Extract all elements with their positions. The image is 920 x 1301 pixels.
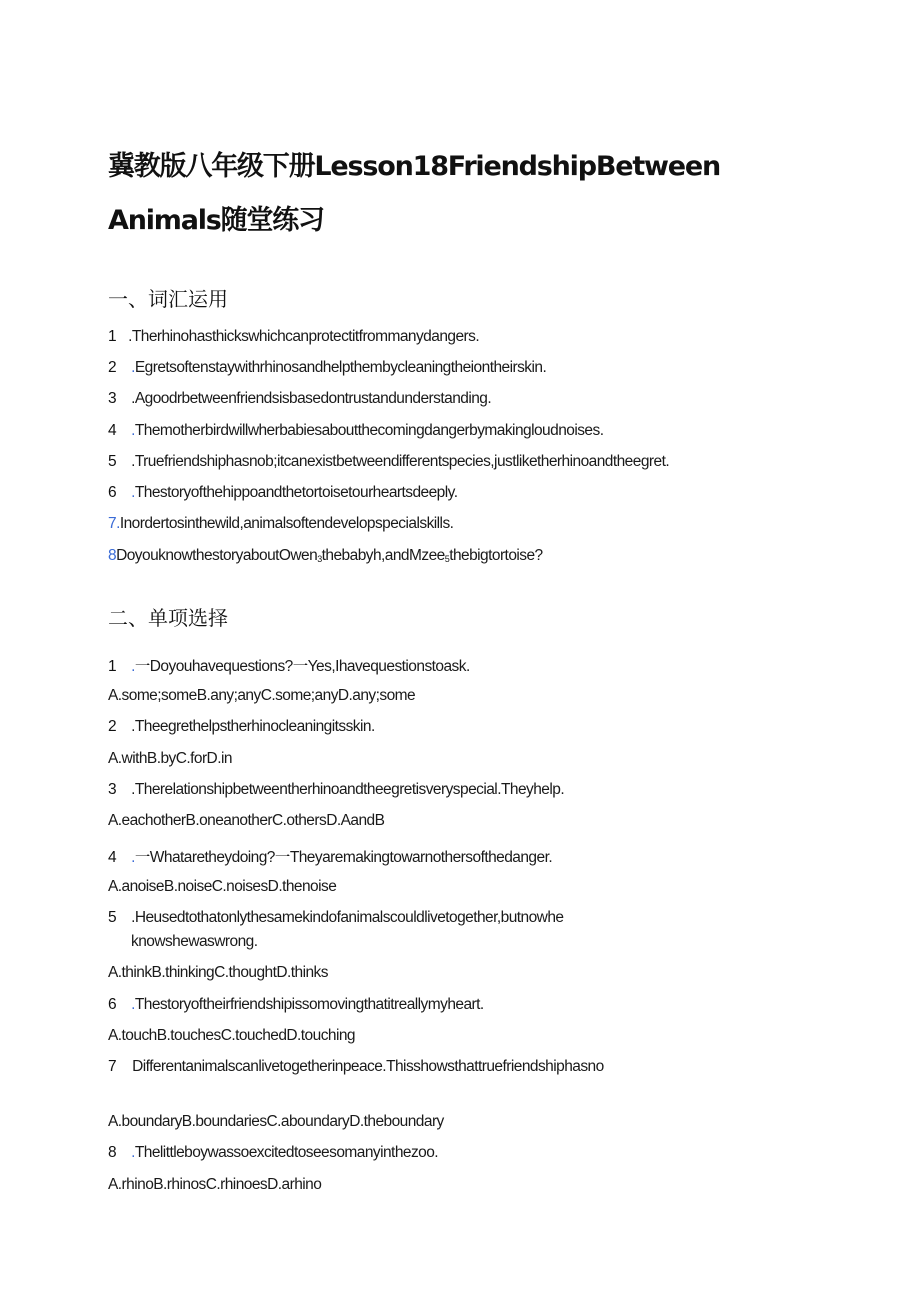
item-sep: . — [128, 328, 132, 345]
vocab-item — [108, 328, 808, 346]
document-title — [108, 140, 828, 248]
question-item — [108, 996, 808, 1014]
question-number: 2 — [108, 718, 117, 735]
question-text: Differentanimalscanlivetogetherinpeace.Thisshowsthattruefriendshiphasno — [132, 1058, 604, 1075]
question-options: A.withB.byC.forD.in — [108, 750, 232, 767]
item-text: Themotherbirdwillwherbabiesaboutthecomingdangerbymakingloudnoises. — [134, 422, 604, 439]
item-sub-a: 3 — [317, 554, 322, 564]
question-number: 5 — [108, 909, 117, 926]
item-text: Inordertosinthewild,animalsoftendevelopspecialskills. — [119, 515, 454, 532]
vocab-item — [108, 515, 808, 533]
question-text: Thestoryoftheirfriendshipissomovingthatitreallymyheart. — [134, 996, 484, 1013]
question-text-continued: knowshewaswrong. — [131, 933, 258, 950]
item-text: Egretsoftenstaywithrhinosandhelpthembycleaningtheiontheirskin. — [134, 359, 547, 376]
title-line-2: Animals随堂练习 — [108, 205, 324, 236]
item-number: 8 — [108, 547, 117, 564]
item-number: 4 — [108, 422, 117, 439]
title-line-1: 冀教版八年级下册Lesson18FriendshipBetween — [108, 151, 721, 182]
item-sep: . — [131, 422, 135, 439]
question-options: A.touchB.touchesC.touchedD.touching — [108, 1027, 356, 1044]
item-number: 1 — [108, 328, 117, 345]
item-text: Agoodrbetweenfriendsisbasedontrustandunderstanding. — [134, 390, 492, 407]
question-text: Thelittleboywassoexcitedtoseesomanyinthezoo. — [134, 1144, 439, 1161]
item-text: Thestoryofthehippoandthetortoisetourheartsdeeply. — [134, 484, 458, 501]
section-heading-vocabulary: 一、词汇运用 — [108, 287, 228, 311]
question-item — [108, 909, 808, 927]
vocab-item — [108, 390, 808, 408]
item-number: 7. — [108, 515, 120, 532]
vocab-item — [108, 453, 808, 471]
vocab-item — [108, 422, 808, 440]
question-text: 一Doyouhavequestions?一Yes,Ihavequestionstoask. — [134, 658, 470, 675]
question-number: 1 — [108, 658, 117, 675]
item-number: 6 — [108, 484, 117, 501]
question-sep: . — [131, 1144, 135, 1161]
question-sep: . — [131, 781, 135, 798]
item-sep: . — [131, 390, 135, 407]
vocab-item — [108, 484, 808, 502]
item-sep: . — [131, 359, 135, 376]
question-item — [108, 1144, 808, 1162]
question-item — [108, 654, 808, 676]
question-number: 8 — [108, 1144, 117, 1161]
question-text: Therelationshipbetweentherhinoandtheegretisveryspecial.Theyhelp. — [134, 781, 565, 798]
question-options: A.boundaryB.boundariesC.aboundaryD.theboundary — [108, 1113, 444, 1130]
item-text: Therhinohasthickswhichcanprotectitfrommanydangers. — [131, 328, 480, 345]
question-sep: . — [131, 909, 135, 926]
question-text: 一Whataretheydoing?一Theyaremakingtowarnothersofthedanger. — [134, 849, 553, 866]
vocab-item — [108, 547, 808, 565]
section-heading-multiple-choice: 二、单项选择 — [108, 606, 228, 630]
item-sep: . — [131, 453, 135, 470]
question-number: 4 — [108, 849, 117, 866]
question-options: A.thinkB.thinkingC.thoughtD.thinks — [108, 964, 328, 981]
question-item — [108, 845, 808, 867]
question-number: 7 — [108, 1058, 117, 1075]
question-options: A.eachotherB.oneanotherC.othersD.AandB — [108, 812, 385, 829]
item-number: 2 — [108, 359, 117, 376]
question-options: A.anoiseB.noiseC.noisesD.thenoise — [108, 878, 337, 895]
vocab-item — [108, 359, 808, 377]
question-sep: . — [131, 718, 135, 735]
question-text: Theegrethelpstherhinocleaningitsskin. — [134, 718, 375, 735]
question-text: Heusedtothatonlythesamekindofanimalscouldlivetogether,butnowhe — [134, 909, 564, 926]
item-sub-b: 5 — [444, 554, 450, 564]
item-text-c: thebigtortoise? — [449, 547, 543, 564]
question-options: A.some;someB.any;anyC.some;anyD.any;some — [108, 687, 416, 704]
item-text-b: thebabyh,andMzee — [321, 547, 445, 564]
question-options: A.rhinoB.rhinosC.rhinoesD.arhino — [108, 1176, 322, 1193]
question-sep: . — [131, 996, 135, 1013]
question-item — [108, 781, 808, 799]
question-number: 3 — [108, 781, 117, 798]
question-item — [108, 1058, 808, 1076]
item-number: 5 — [108, 453, 117, 470]
item-text-a: DoyouknowthestoryaboutOwen — [116, 547, 318, 564]
question-item — [108, 718, 808, 736]
question-sep: . — [131, 658, 135, 675]
item-text: Truefriendshiphasnob;itcanexistbetweendifferentspecies,justliketherhinoandtheegret. — [134, 453, 670, 470]
item-number: 3 — [108, 390, 117, 407]
question-sep: . — [131, 849, 135, 866]
item-sep: . — [131, 484, 135, 501]
question-number: 6 — [108, 996, 117, 1013]
